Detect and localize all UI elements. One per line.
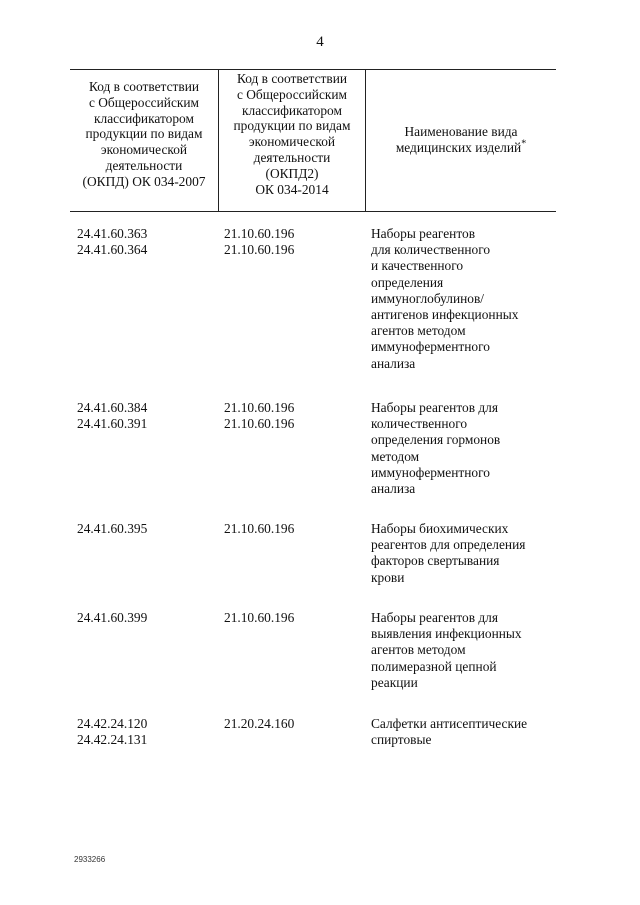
- okpd2-codes: 21.10.60.196: [224, 610, 295, 625]
- okpd2-codes: 21.10.60.196 21.10.60.196: [224, 226, 295, 258]
- okpd2-codes: 21.10.60.196: [224, 521, 295, 536]
- header-okpd: Код в соответствии с Общероссийским классификатором продукции по видам экономической деятельности (ОКПД) ОК 034-2007: [82, 79, 206, 189]
- okpd-codes: 24.41.60.384 24.41.60.391: [77, 400, 148, 432]
- okpd-codes: 24.41.60.395: [77, 521, 148, 536]
- page-number: 4: [316, 34, 324, 50]
- table-top-border: [70, 69, 556, 70]
- device-name: Наборы реагентов для количественного определения гормонов методом иммуноферментного анализа: [371, 400, 501, 497]
- okpd2-codes: 21.20.24.160: [224, 716, 295, 731]
- document-id: 2933266: [74, 855, 106, 864]
- okpd-codes: 24.41.60.399: [77, 610, 148, 625]
- okpd2-codes: 21.10.60.196 21.10.60.196: [224, 400, 295, 432]
- device-name: Наборы реагентов для количественного и качественного определения иммуноглобулинов/ антигенов инфекционных агентов методом иммуноферментного анализа: [371, 226, 519, 371]
- header-device-name: Наименование вида медицинских изделий*: [395, 124, 527, 155]
- device-name: Наборы реагентов для выявления инфекционных агентов методом полимеразной цепной реакции: [371, 610, 522, 690]
- okpd-codes: 24.41.60.363 24.41.60.364: [77, 226, 148, 258]
- footnote-mark: *: [521, 138, 527, 150]
- device-name: Салфетки антисептические спиртовые: [371, 716, 528, 748]
- table-header-border: [70, 211, 556, 212]
- device-name: Наборы биохимических реагентов для определения факторов свертывания крови: [371, 521, 526, 585]
- header-okpd2: Код в соответствии с Общероссийским классификатором продукции по видам экономической деятельности (ОКПД2) ОК 034-2014: [233, 71, 351, 197]
- okpd-codes: 24.42.24.120 24.42.24.131: [77, 716, 148, 748]
